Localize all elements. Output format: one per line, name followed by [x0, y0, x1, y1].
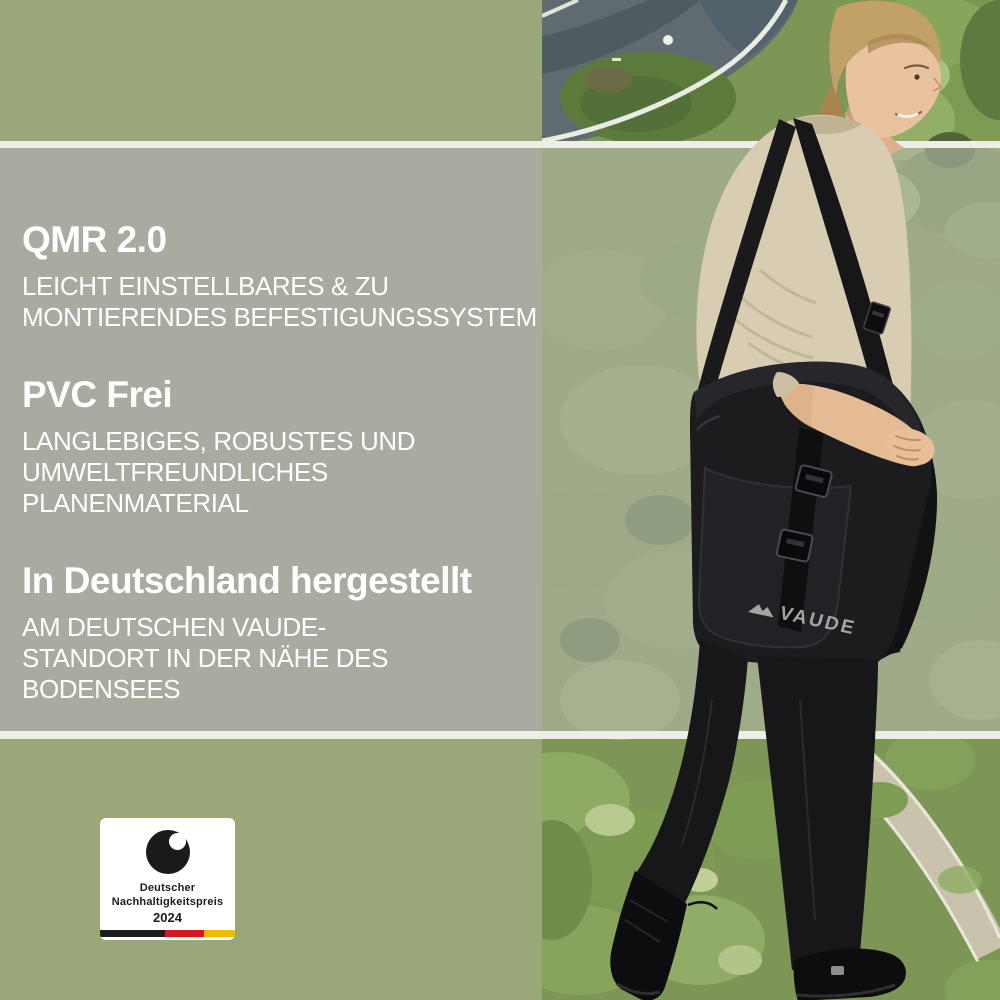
feature-made-in-germany: [22, 560, 472, 705]
flag-gold: [204, 930, 235, 937]
feature-line: STANDORT IN DER NÄHE DES: [22, 643, 389, 673]
german-flag-stripe: [100, 930, 235, 937]
badge-org-line2: Nachhaltigkeitspreis: [111, 895, 224, 908]
badge-year: 2024: [153, 910, 182, 925]
flag-black: [100, 930, 165, 937]
feature-line: MONTIERENDES BEFESTIGUNGSSYSTEM: [22, 302, 537, 332]
feature-line: AM DEUTSCHEN VAUDE-: [22, 612, 326, 642]
bag-buckle-lower: [776, 529, 813, 562]
product-photo: [542, 0, 1000, 1000]
feature-title: QMR 2.0: [22, 219, 167, 260]
feature-qmr: [22, 219, 537, 333]
dnp-sphere-icon: [146, 830, 190, 874]
feature-line: UMWELTFREUNDLICHES: [22, 457, 328, 487]
right-shoe: [794, 948, 906, 1000]
feature-line: BODENSEES: [22, 674, 181, 704]
vaude-logo-text: VAUDE: [776, 603, 859, 640]
sustainability-award-badge: [100, 818, 235, 940]
badge-org-line1: Deutscher: [139, 882, 196, 894]
feature-pvc-free: [22, 374, 415, 519]
feature-line: PLANENMATERIAL: [22, 488, 249, 518]
feature-title: In Deutschland hergestellt: [22, 560, 472, 601]
flag-red: [165, 930, 204, 937]
panel-divider-bottom: [0, 731, 542, 739]
feature-title: PVC Frei: [22, 374, 173, 415]
dnp-sphere-highlight: [169, 833, 186, 850]
panel-divider-top: [0, 141, 542, 148]
feature-line: LANGLEBIGES, ROBUSTES UND: [22, 426, 416, 456]
feature-line: LEICHT EINSTELLBARES & ZU: [22, 271, 389, 301]
